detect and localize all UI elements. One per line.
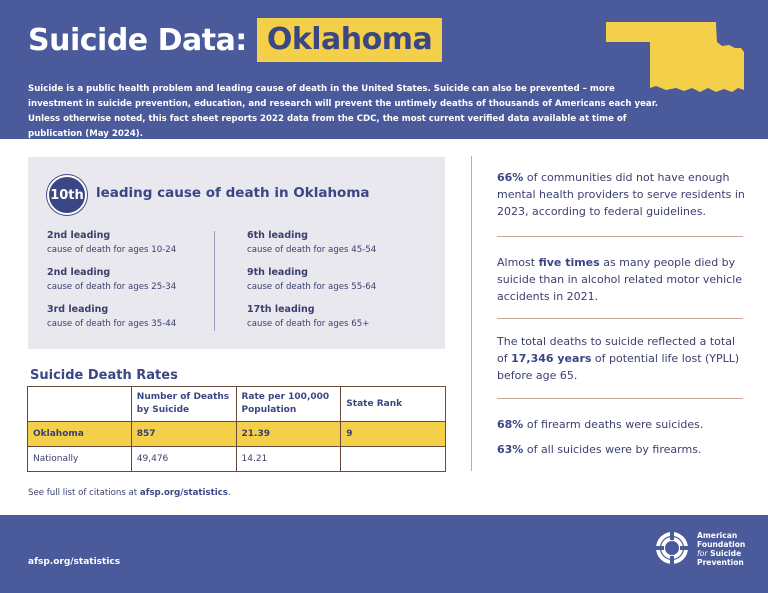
causes-divider — [214, 231, 215, 331]
cause-rank: 3rd leading — [47, 304, 109, 315]
logo-line — [697, 549, 745, 558]
fact-firearm-suicides — [497, 441, 747, 458]
footer-banner — [0, 515, 768, 593]
citations-prefix: See full list of citations at — [28, 488, 140, 498]
cause-desc: cause of death for ages 35-44 — [47, 319, 177, 329]
table-header-cell: Rate per 100,000 Population — [236, 387, 341, 422]
table-cell: 857 — [131, 422, 236, 447]
fact-text: as many people died by suicide than in alcohol related motor vehicle accidents in 2021. — [497, 256, 743, 303]
fact-divider — [497, 398, 743, 399]
fact-text: of all suicides were by firearms. — [523, 443, 702, 456]
logo-line: Prevention — [697, 558, 744, 567]
cause-desc: cause of death for ages 10-24 — [47, 245, 177, 255]
lifebuoy-logo-icon — [655, 531, 689, 565]
cause-item — [247, 229, 417, 257]
citations-suffix: . — [227, 488, 231, 498]
fact-providers — [497, 169, 747, 220]
table-header-cell: Number of Deaths by Suicide — [131, 387, 236, 422]
logo-wordmark — [697, 531, 745, 567]
fact-ypll — [497, 333, 747, 384]
table-cell: 9 — [341, 422, 446, 447]
state-name-badge: Oklahoma — [257, 18, 442, 62]
cause-desc: cause of death for ages 45-54 — [247, 245, 377, 255]
cause-rank: 2nd leading — [47, 230, 111, 241]
logo-line: American — [697, 531, 738, 540]
table-row-oklahoma — [28, 422, 446, 447]
cause-desc: cause of death for ages 65+ — [247, 319, 370, 329]
title-row — [28, 18, 442, 62]
page-title: Suicide Data: — [28, 22, 247, 58]
cause-desc: cause of death for ages 55-64 — [247, 282, 377, 292]
cause-item — [247, 266, 417, 294]
cause-rank: 17th leading — [247, 304, 315, 315]
table-cell: Oklahoma — [28, 422, 132, 447]
rates-title: Suicide Death Rates — [30, 368, 178, 383]
table-cell: 49,476 — [131, 447, 236, 472]
leading-causes-panel — [28, 157, 445, 349]
column-divider — [471, 156, 472, 471]
table-cell: Nationally — [28, 447, 132, 472]
fact-divider — [497, 236, 743, 237]
fact-divider — [497, 318, 743, 319]
rates-table — [27, 386, 446, 472]
cause-item — [47, 303, 217, 331]
table-header-cell: State Rank — [341, 387, 446, 422]
rank-heading: leading cause of death in Oklahoma — [96, 185, 370, 201]
table-cell: 21.39 — [236, 422, 341, 447]
fact-five-times — [497, 254, 747, 305]
cause-item — [47, 266, 217, 294]
table-row-national — [28, 447, 446, 472]
cause-desc: cause of death for ages 25-34 — [47, 282, 177, 292]
fact-highlight: five times — [538, 256, 600, 269]
fact-highlight: 68% — [497, 418, 524, 431]
logo-word: Suicide — [707, 549, 742, 558]
cause-rank: 9th leading — [247, 267, 308, 278]
fact-text: The total deaths to suicide reflected a total of — [497, 335, 735, 365]
table-cell: 14.21 — [236, 447, 341, 472]
table-header-row — [28, 387, 446, 422]
fact-text: of potential life lost (YPLL) before age 65. — [497, 352, 740, 382]
logo-word: for — [697, 549, 708, 558]
fact-text: Almost — [497, 256, 539, 269]
cause-rank: 2nd leading — [47, 267, 111, 278]
citations-link[interactable]: afsp.org/statistics — [139, 488, 228, 498]
fact-text: of communities did not have enough mental health providers to serve residents in 2023, according to federal guidelines. — [497, 171, 745, 218]
fact-highlight: 66% — [497, 171, 524, 184]
fact-highlight: 17,346 years — [511, 352, 592, 365]
citations-note — [28, 488, 231, 498]
table-cell — [341, 447, 446, 472]
footer-link[interactable]: afsp.org/statistics — [28, 557, 121, 567]
fact-highlight: 63% — [497, 443, 524, 456]
cause-rank: 6th leading — [247, 230, 308, 241]
fact-text: of firearm deaths were suicides. — [523, 418, 704, 431]
header-banner — [0, 0, 768, 139]
cause-item — [47, 229, 217, 257]
fact-firearm-deaths — [497, 416, 747, 433]
cause-item — [247, 303, 417, 331]
intro-paragraph: Suicide is a public health problem and leading cause of death in the United States. Suicide can also be prevented – more investment in suicide prevention, education, and research will prevent the untimely deaths of thousands of Americans each year. Unless otherwise noted, this fact sheet reports 2022 data from the CDC, the most current verified data available at time of publication (May 2024). — [28, 84, 658, 139]
table-header-cell — [28, 387, 132, 422]
rank-badge: 10th — [47, 175, 87, 215]
logo-line: Foundation — [697, 540, 746, 549]
